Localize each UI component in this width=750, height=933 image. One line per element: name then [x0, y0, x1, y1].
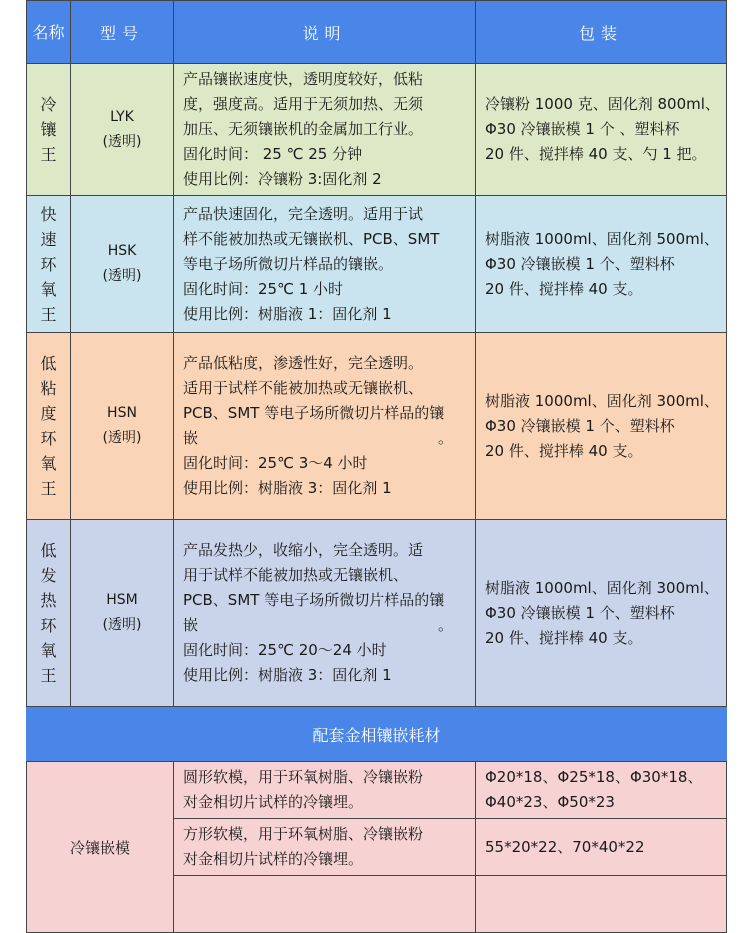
table-row	[27, 333, 727, 520]
product-table	[26, 0, 727, 933]
desc-line: 适用于试样不能被加热或无镶嵌机、	[183, 379, 424, 397]
header-desc: 说明	[174, 1, 476, 64]
pack-line: Φ20*18、Φ25*18、Φ30*18、	[485, 768, 703, 786]
pack-line: 树脂液 1000ml、固化剂 300ml、	[485, 578, 719, 597]
desc-line: 对金相切片试样的冷镶埋。	[183, 850, 364, 868]
consumable-pack	[476, 819, 727, 876]
desc-line: 度，强度高。适用于无须加热、无须	[183, 95, 424, 113]
table-row	[27, 762, 727, 819]
desc-line: 对金相切片试样的冷镶埋。	[183, 793, 364, 811]
desc-line: 样不能被加热或无镶嵌机、PCB、SMT	[183, 229, 440, 248]
model-code: HSK	[107, 243, 137, 259]
pack-line: 55*20*22、70*40*22	[485, 837, 645, 856]
desc-line: 等电子场所微切片样品的镶嵌。	[183, 254, 394, 273]
product-pack	[476, 196, 727, 333]
product-name: 冷镶王	[27, 64, 71, 196]
model-note: (透明)	[102, 268, 142, 284]
table-row	[27, 196, 727, 333]
pack-line: Φ30 冷镶嵌模 1 个、塑料杯	[485, 416, 675, 435]
desc-line: 用于试样不能被加热或无镶嵌机、	[183, 566, 409, 584]
product-name: 低粘度环氧王	[27, 333, 71, 520]
desc-line: 使用比例：冷镶粉 3:固化剂 2	[183, 170, 382, 188]
pack-line: Φ40*23、Φ50*23	[485, 793, 615, 811]
header-model: 型号	[71, 1, 174, 64]
model-note: (透明)	[102, 617, 142, 633]
consumable-desc	[174, 876, 476, 933]
product-desc	[174, 196, 476, 333]
section-title: 配套金相镶嵌耗材	[27, 707, 727, 762]
desc-line: 固化时间：25℃ 1 小时	[183, 279, 344, 298]
product-model	[71, 333, 174, 520]
desc-line: 固化时间：25℃ 3～4 小时	[183, 454, 368, 472]
pack-line: 20 件、搅拌棒 40 支。	[485, 279, 643, 298]
desc-line: 使用比例：树脂液 3：固化剂 1	[183, 666, 392, 684]
consumable-desc	[174, 819, 476, 876]
table-row	[27, 520, 727, 707]
desc-dot: 。	[437, 616, 453, 634]
product-model	[71, 64, 174, 196]
desc-line: 方形软模，用于环氧树脂、冷镶嵌粉	[183, 825, 424, 843]
section-header	[27, 707, 727, 762]
product-model	[71, 520, 174, 707]
header-name: 名称	[27, 1, 71, 64]
model-note: (透明)	[102, 133, 142, 150]
desc-line: 使用比例：树脂液 3：固化剂 1	[183, 479, 392, 497]
product-name: 低发热环氧王	[27, 520, 71, 707]
product-name: 快速环氧王	[27, 196, 71, 333]
product-model	[71, 196, 174, 333]
model-code: HSM	[106, 592, 138, 608]
model-code: HSN	[107, 405, 137, 421]
pack-line: Φ30 冷镶嵌模 1 个、塑料杯	[485, 603, 675, 622]
product-desc	[174, 64, 476, 196]
desc-line: 产品镶嵌速度快，透明度较好，低粘	[183, 70, 424, 88]
consumable-pack	[476, 876, 727, 933]
product-pack	[476, 520, 727, 707]
desc-dot: 。	[437, 429, 453, 447]
product-desc	[174, 520, 476, 707]
pack-line: 20 件、搅拌棒 40 支、勺 1 把。	[485, 145, 707, 163]
desc-line: 加压、无须镶嵌机的金属加工行业。	[183, 120, 424, 138]
pack-line: 20 件、搅拌棒 40 支。	[485, 441, 643, 460]
product-pack	[476, 64, 727, 196]
pack-line: Φ30 冷镶嵌模 1 个、塑料杯	[485, 254, 675, 273]
desc-line: 固化时间：25℃ 20～24 小时	[183, 641, 387, 659]
pack-line: Φ30 冷镶嵌模 1 个 、塑料杯	[485, 120, 680, 138]
product-desc	[174, 333, 476, 520]
pack-line: 20 件、搅拌棒 40 支。	[485, 628, 643, 647]
desc-line: 使用比例：树脂液 1：固化剂 1	[183, 304, 392, 323]
pack-line: 树脂液 1000ml、固化剂 500ml、	[485, 229, 719, 248]
consumable-pack	[476, 762, 727, 819]
desc-line: 产品低粘度，渗透性好，完全透明。	[183, 354, 424, 372]
table-row	[27, 64, 727, 196]
consumable-desc	[174, 762, 476, 819]
model-code: LYK	[110, 108, 134, 125]
desc-line: PCB、SMT 等电子场所微切片样品的镶	[183, 404, 445, 422]
desc-line: PCB、SMT 等电子场所微切片样品的镶	[183, 591, 445, 609]
header-pack: 包装	[476, 1, 727, 64]
product-pack	[476, 333, 727, 520]
desc-line: 圆形软模，用于环氧树脂、冷镶嵌粉	[183, 768, 424, 786]
pack-line: 冷镶粉 1000 克、固化剂 800ml、	[485, 95, 720, 113]
desc-line: 固化时间： 25 ℃ 25 分钟	[183, 145, 363, 163]
desc-line: 嵌 。	[183, 426, 467, 451]
model-note: (透明)	[102, 430, 142, 446]
table-header	[27, 1, 727, 64]
desc-line: 产品快速固化，完全透明。适用于试	[183, 204, 424, 223]
consumable-name: 冷镶嵌模	[27, 762, 174, 933]
desc-line: 产品发热少，收缩小，完全透明。适	[183, 541, 424, 559]
desc-line: 嵌 。	[183, 613, 467, 638]
pack-line: 树脂液 1000ml、固化剂 300ml、	[485, 391, 719, 410]
